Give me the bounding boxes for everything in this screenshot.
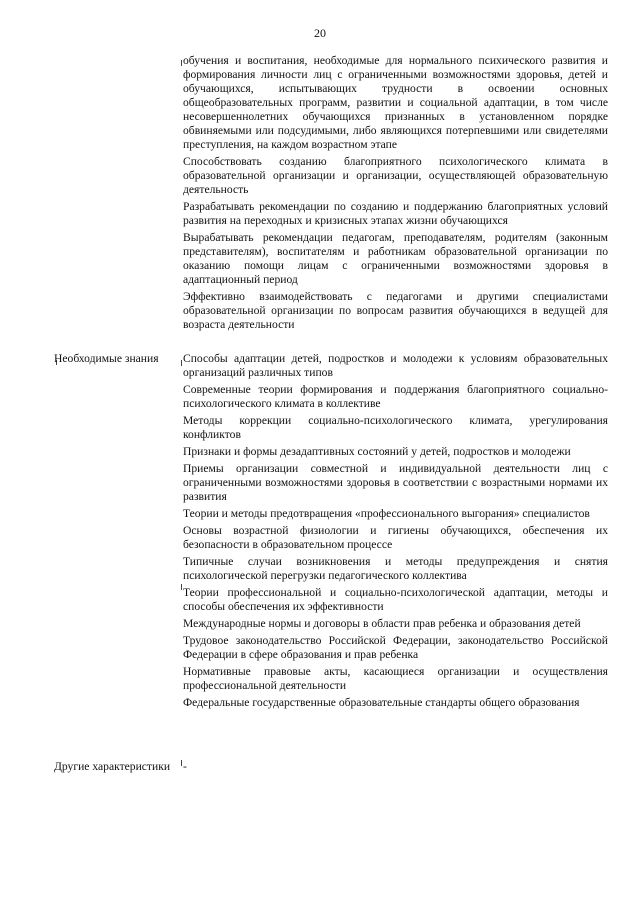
scan-mark: [181, 360, 182, 366]
list-item: Признаки и формы дезадаптивных состояний у детей, подростков и молодежи: [183, 445, 571, 458]
list-item: Трудовое законодательство Российской Федерации, законодательство Российской Федерации в сфере образования и прав ребенка: [183, 634, 608, 661]
page-number: 20: [314, 26, 326, 40]
row-label: Другие характеристики: [54, 760, 171, 773]
list-item: Вырабатывать рекомендации педагогам, преподавателям, родителям (законным представителям), воспитателям и работникам образовательной организации по оказанию помощи лицам с ограниченными возможностями здоровья в адаптационный период: [183, 231, 608, 286]
list-item: Федеральные государственные образовательные стандарты общего образования: [183, 696, 580, 709]
scan-mark: [181, 584, 182, 590]
list-item: Приемы организации совместной и индивидуальной деятельности лиц с ограниченными возможностями здоровья в соответствии с возрастными нормами их развития: [183, 462, 608, 503]
list-item: Методы коррекции социально-психологического климата, урегулирования конфликтов: [183, 414, 608, 441]
list-item: Способствовать созданию благоприятного психологического климата в образовательной организации и организации, осуществляющей образовательную деятельность: [183, 155, 608, 196]
list-item: Современные теории формирования и поддержания благоприятного социально-психологического климата в коллективе: [183, 383, 608, 410]
row-content: [183, 54, 608, 335]
list-item: Нормативные правовые акты, касающиеся организации и осуществления профессиональной деятельности: [183, 665, 608, 692]
list-item: Основы возрастной физиологии и гигиены обучающихся, обеспечения их безопасности в образовательном процессе: [183, 524, 608, 551]
row-content: [183, 760, 608, 777]
row-content: [183, 352, 608, 713]
row-label: Необходимые знания: [54, 352, 159, 365]
list-item: Типичные случаи возникновения и методы предупреждения и снятия психологической перегрузки педагогического коллектива: [183, 555, 608, 582]
list-item: Способы адаптации детей, подростков и молодежи к условиям образовательных организаций различных типов: [183, 352, 608, 379]
list-item: Теории и методы предотвращения «профессионального выгорания» специалистов: [183, 507, 590, 520]
list-item: обучения и воспитания, необходимые для нормального психического развития и формирования личности лиц с ограниченными возможностями здоровья, детей и обучающихся, испытывающих трудности в освоении основных общеобразовательных программ, развитии и социальной адаптации, в том числе несовершеннолетних обучающихся признанных в установленном порядке обвиняемыми или подсудимыми, либо являющихся потерпевшими или свидетелями преступления, на каждом возрастном этапе: [183, 54, 608, 151]
list-item: Международные нормы и договоры в области прав ребенка и образования детей: [183, 617, 581, 630]
list-item: -: [183, 760, 187, 773]
scan-mark: [181, 760, 182, 766]
scan-mark: [181, 60, 182, 66]
list-item: Разрабатывать рекомендации по созданию и поддержанию благоприятных условий развития на переходных и кризисных этапах жизни обучающихся: [183, 200, 608, 227]
list-item: Теории профессиональной и социально-психологической адаптации, методы и способы обеспечения их эффективности: [183, 586, 608, 613]
list-item: Эффективно взаимодействовать с педагогами и другими специалистами образовательной организации по вопросам развития обучающихся в ведущей для возраста деятельности: [183, 290, 608, 331]
